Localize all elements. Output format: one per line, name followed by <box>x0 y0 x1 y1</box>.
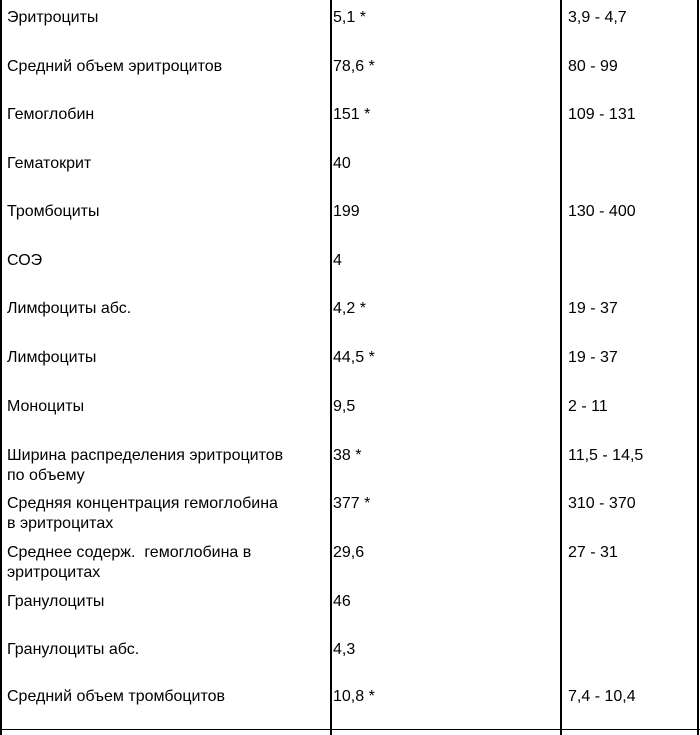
reference-range: 27 - 31 <box>568 544 618 561</box>
test-value: 4,3 <box>333 641 356 658</box>
table-border-right <box>697 0 699 735</box>
test-value: 9,5 <box>333 398 356 415</box>
reference-range: 310 - 370 <box>568 495 636 512</box>
test-name: Гемоглобин <box>7 106 95 123</box>
reference-range: 7,4 - 10,4 <box>568 688 636 705</box>
test-value: 151 * <box>333 106 371 123</box>
test-name: Средняя концентрация гемоглобина в эритроцитах <box>7 495 278 532</box>
test-name: Ширина распределения эритроцитов по объему <box>7 447 284 484</box>
test-name: Моноциты <box>7 398 85 415</box>
test-value: 5,1 * <box>333 9 366 26</box>
test-name: Лимфоциты абс. <box>7 300 132 317</box>
test-value: 29,6 <box>333 544 365 561</box>
test-value: 46 <box>333 593 351 610</box>
column-divider-2 <box>560 0 562 735</box>
column-divider-1 <box>330 0 332 735</box>
test-name: Гранулоциты абс. <box>7 641 140 658</box>
test-value: 38 * <box>333 447 362 464</box>
test-name: Гематокрит <box>7 155 92 172</box>
test-name: СОЭ <box>7 252 43 269</box>
test-value: 4,2 * <box>333 300 366 317</box>
test-name: Гранулоциты <box>7 593 105 610</box>
table-border-bottom <box>0 729 700 730</box>
test-value: 377 * <box>333 495 371 512</box>
test-value: 78,6 * <box>333 58 375 75</box>
reference-range: 19 - 37 <box>568 349 618 366</box>
reference-range: 109 - 131 <box>568 106 636 123</box>
test-name: Эритроциты <box>7 9 99 26</box>
table-border-left <box>0 0 2 735</box>
test-value: 199 <box>333 203 360 220</box>
reference-range: 3,9 - 4,7 <box>568 9 627 26</box>
test-value: 44,5 * <box>333 349 375 366</box>
reference-range: 11,5 - 14,5 <box>568 447 644 464</box>
reference-range: 2 - 11 <box>568 398 608 415</box>
test-name: Средний объем тромбоцитов <box>7 688 226 705</box>
test-value: 40 <box>333 155 351 172</box>
test-name: Тромбоциты <box>7 203 100 220</box>
test-value: 4 <box>333 252 342 269</box>
reference-range: 80 - 99 <box>568 58 618 75</box>
test-value: 10,8 * <box>333 688 375 705</box>
reference-range: 19 - 37 <box>568 300 618 317</box>
test-name: Средний объем эритроцитов <box>7 58 223 75</box>
reference-range: 130 - 400 <box>568 203 636 220</box>
test-name: Лимфоциты <box>7 349 97 366</box>
test-name: Среднее содерж. гемоглобина в эритроцитах <box>7 544 252 581</box>
